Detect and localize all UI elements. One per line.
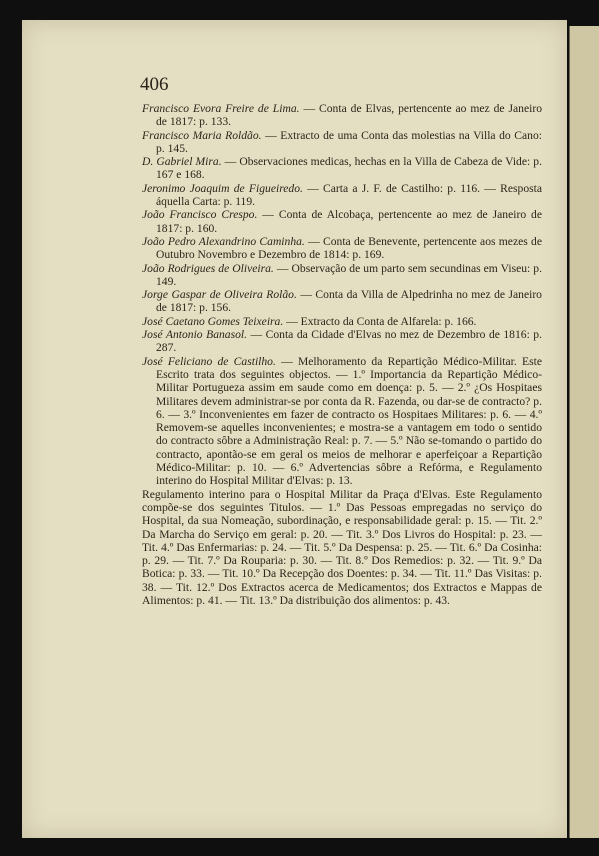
- entry-text: — Observação de um parto sem secundinas em Viseu: p. 149.: [156, 261, 542, 288]
- index-entry: [142, 262, 542, 289]
- index-entry: [142, 328, 542, 355]
- page-content: [142, 102, 542, 607]
- index-entry: [142, 102, 542, 129]
- index-entry: [142, 182, 542, 209]
- regulation-paragraph: Regulamento interino para o Hospital Militar da Praça d'Elvas. Este Regulamento compõe-se dos seguintes Titulos. — 1.º Das Pessoas empregadas no serviço do Hospital, da sua Nomeação, subordinação, e responsabilidade geral: p. 15. — Tit. 2.º Da Marcha do Serviço em geral: p. 20. — Tit. 3.º Dos Livros do Hospital: p. 23. — Tit. 4.º Das Enfermarias: p. 24. — Tit. 5.º Da Despensa: p. 25. — Tit. 6.º Da Cosinha: p. 29. — Tit. 7.º Da Rouparia: p. 30. — Tit. 8.º Dos Remedios: p. 32. — Tit. 9.º Da Botica: p. 33. — Tit. 10.º Da Recepção dos Doentes: p. 34. — Tit. 11.º Das Visitas: p. 38. — Tit. 12.º Dos Extractos acerca de Medicamentos; dos Extractos e Mappas de Alimentos: p. 41. — Tit. 13.º Da distribuição dos alimentos: p. 43.: [142, 487, 542, 607]
- author-name: Francisco Maria Roldão.: [142, 128, 262, 142]
- entry-text: — Melhoramento da Repartição Médico-Militar. Este Escrito trata dos seguintes objectos. — 1.º Importancia da Repartição Médico-Militar Portugueza assim em saude como em doença: p. 5. — 2.º ¿Os Hospitaes Militares devem administrar-se por conta da R. Fazenda, ou dar-se de contracto? p. 6. — 3.º Inconvenientes em fazer de contracto os Hospitaes Militares: p. 6. — 4.º Removem-se aquelles inconvenientes; e mostra-se a vantagem em todo o sentido do contracto sôbre a Administração Real: p. 7. — 5.º Não se-tomando o partido do contracto, apontão-se em geral os meios de melhorar e aperfeiçoar a Repartição Médico-Militar: p. 10. — 6.º Advertencias sôbre a Refórma, e Regulamento interino do Hospital Militar d'Elvas: p. 13.: [156, 354, 542, 488]
- author-name: José Antonio Banasol.: [142, 328, 248, 342]
- entry-text: — Conta de Alcobaça, pertencente ao mez de Janeiro de 1817: p. 160.: [156, 208, 542, 235]
- author-name: Jeronimo Joaquim de Figueiredo.: [142, 181, 303, 195]
- entry-text: — Extracto de uma Conta das molestias na Villa do Cano: p. 145.: [156, 128, 542, 155]
- entry-text: — Observaciones medicas, hechas en la Villa de Cabeza de Vide: p. 167 e 168.: [156, 155, 542, 182]
- entry-text: — Conta da Cidade d'Elvas no mez de Dezembro de 1816: p. 287.: [156, 328, 543, 355]
- page-number: 406: [140, 74, 169, 95]
- author-name: Francisco Evora Freire de Lima.: [142, 102, 300, 115]
- index-entry: [142, 208, 542, 235]
- entry-text: — Carta a J. F. de Castilho: p. 116. — Resposta áquella Carta: p. 119.: [156, 181, 542, 209]
- entry-text: — Conta de Elvas, pertencente ao mez de Janeiro de 1817: p. 133.: [156, 102, 542, 129]
- book-page: [22, 20, 567, 838]
- author-name: João Rodrigues de Oliveira.: [142, 261, 274, 275]
- index-entry: [142, 288, 542, 315]
- author-name: José Feliciano de Castilho.: [142, 354, 276, 368]
- author-name: João Pedro Alexandrino Caminha.: [142, 234, 305, 248]
- index-entry: [142, 315, 542, 328]
- entry-text: — Conta de Benevente, pertencente aos mezes de Outubro Novembro e Dezembro de 1814: p. 169.: [156, 234, 542, 262]
- author-name: João Francisco Crespo.: [142, 208, 258, 222]
- index-entry: [142, 235, 542, 262]
- facing-page-edge: [569, 26, 599, 838]
- entry-text: — Conta da Villa de Alpedrinha no mez de Janeiro de 1817: p. 156.: [156, 288, 542, 315]
- author-name: José Caetano Gomes Teixeira.: [142, 314, 284, 328]
- index-entry: [142, 155, 542, 182]
- index-entry: [142, 129, 542, 156]
- author-name: D. Gabriel Mira.: [142, 155, 222, 169]
- author-name: Jorge Gaspar de Oliveira Rolão.: [142, 288, 297, 302]
- entry-text: — Extracto da Conta de Alfarela: p. 166.: [283, 314, 477, 328]
- index-entry: [142, 355, 542, 488]
